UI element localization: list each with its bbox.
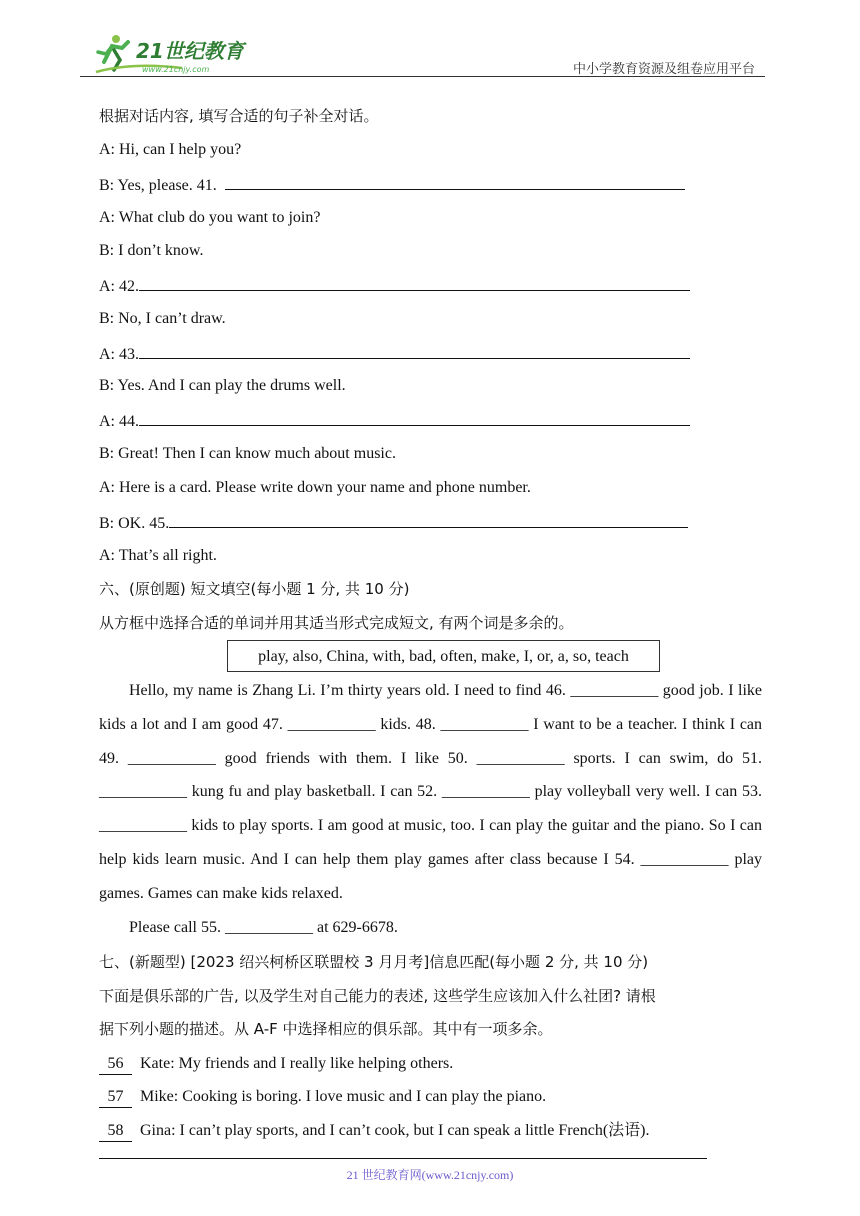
- answer-blank-56[interactable]: 56: [99, 1054, 132, 1075]
- blank-48[interactable]: ___________: [440, 715, 529, 733]
- platform-name: 中小学教育资源及组卷应用平台: [572, 61, 755, 76]
- dialogue-line: A: 43.: [99, 343, 690, 365]
- blank-53[interactable]: ___________: [99, 817, 187, 835]
- dialogue-line: B: OK. 45.: [99, 512, 688, 534]
- word-box: play, also, China, with, bad, often, make, I, or, a, so, teach: [227, 640, 660, 672]
- blank-47[interactable]: ___________: [287, 715, 376, 733]
- section5-instruction: 根据对话内容, 填写合适的句子补全对话。: [99, 107, 379, 125]
- answer-blank-42[interactable]: [139, 275, 690, 291]
- dialogue-line: A: That’s all right.: [99, 547, 217, 564]
- svg-text:www.21cnjy.com: www.21cnjy.com: [142, 65, 210, 74]
- answer-blank-44[interactable]: [139, 410, 690, 426]
- header-divider: [80, 76, 765, 77]
- svg-text:21世纪教育: 21世纪教育: [136, 39, 244, 63]
- answer-blank-41[interactable]: [225, 174, 685, 190]
- passage-paragraph-2: Please call 55. ___________ at 629-6678.: [129, 919, 398, 936]
- page-header: [90, 30, 765, 78]
- section7-title: 七、(新题型) [2023 绍兴柯桥区联盟校 3 月月考]信息匹配(每小题 2 分, 共 10 分): [99, 953, 649, 971]
- footer-divider: [99, 1158, 707, 1159]
- dialogue-line: A: Hi, can I help you?: [99, 141, 242, 158]
- match-item-57: 57 Mike: Cooking is boring. I love music and I can play the piano.: [99, 1087, 546, 1108]
- dialogue-line: B: Yes, please. 41.: [99, 174, 685, 196]
- answer-blank-43[interactable]: [139, 343, 690, 359]
- passage-paragraph-1: Hello, my name is Zhang Li. I’m thirty years old. I need to find 46. ___________ good job. I like kids a lot and I am good 47. ___________ kids. 48. ___________ I want to be a teacher. I think I can 49. ___________ good friends with them. I like 50. ___________ sports. I can swim, do 51. ___________ kung fu and play basketball. I can 52. ___________ play volleyball very well. I can 53. ___________ kids to play sports. I am good at music, too. I can play the guitar and the piano. So I can help kids learn music. And I can help them play games after class because I 54. ___________ play games. Games can make kids relaxed.: [99, 682, 763, 902]
- answer-blank-45[interactable]: [169, 512, 688, 528]
- answer-blank-58[interactable]: 58: [99, 1121, 132, 1142]
- section6-title: 六、(原创题) 短文填空(每小题 1 分, 共 10 分): [99, 580, 410, 598]
- blank-46[interactable]: ___________: [570, 682, 659, 699]
- match-item-56: 56 Kate: My friends and I really like helping others.: [99, 1054, 453, 1075]
- blank-52[interactable]: ___________: [441, 783, 530, 801]
- dialogue-line: B: Yes. And I can play the drums well.: [99, 377, 346, 394]
- dialogue-line: A: What club do you want to join?: [99, 209, 321, 226]
- dialogue-line: B: No, I can’t draw.: [99, 310, 226, 327]
- dialogue-line: A: Here is a card. Please write down your name and phone number.: [99, 479, 531, 496]
- section6-instruction: 从方框中选择合适的单词并用其适当形式完成短文, 有两个词是多余的。: [99, 614, 574, 632]
- blank-49[interactable]: ___________: [127, 749, 216, 767]
- dialogue-line: B: Great! Then I can know much about music.: [99, 445, 396, 462]
- dialogue-line: B: I don’t know.: [99, 242, 204, 259]
- dialogue-line: A: 44.: [99, 410, 690, 432]
- site-logo: [92, 32, 267, 76]
- answer-blank-57[interactable]: 57: [99, 1087, 132, 1108]
- footer-text[interactable]: 21 世纪教育网(www.21cnjy.com): [346, 1168, 514, 1182]
- blank-50[interactable]: ___________: [476, 749, 565, 767]
- match-item-58: 58 Gina: I can’t play sports, and I can’t cook, but I can speak a little French(法语).: [99, 1121, 649, 1142]
- blank-54[interactable]: ___________: [640, 850, 729, 868]
- blank-55[interactable]: ___________: [224, 919, 313, 936]
- dialogue-line: A: 42.: [99, 275, 690, 297]
- blank-51[interactable]: ___________: [99, 783, 187, 801]
- section7-instruction-line2: 据下列小题的描述。从 A-F 中选择相应的俱乐部。其中有一项多余。: [99, 1020, 553, 1038]
- section7-instruction-line1: 下面是俱乐部的广告, 以及学生对自己能力的表述, 这些学生应该加入什么社团? 请根: [99, 987, 656, 1005]
